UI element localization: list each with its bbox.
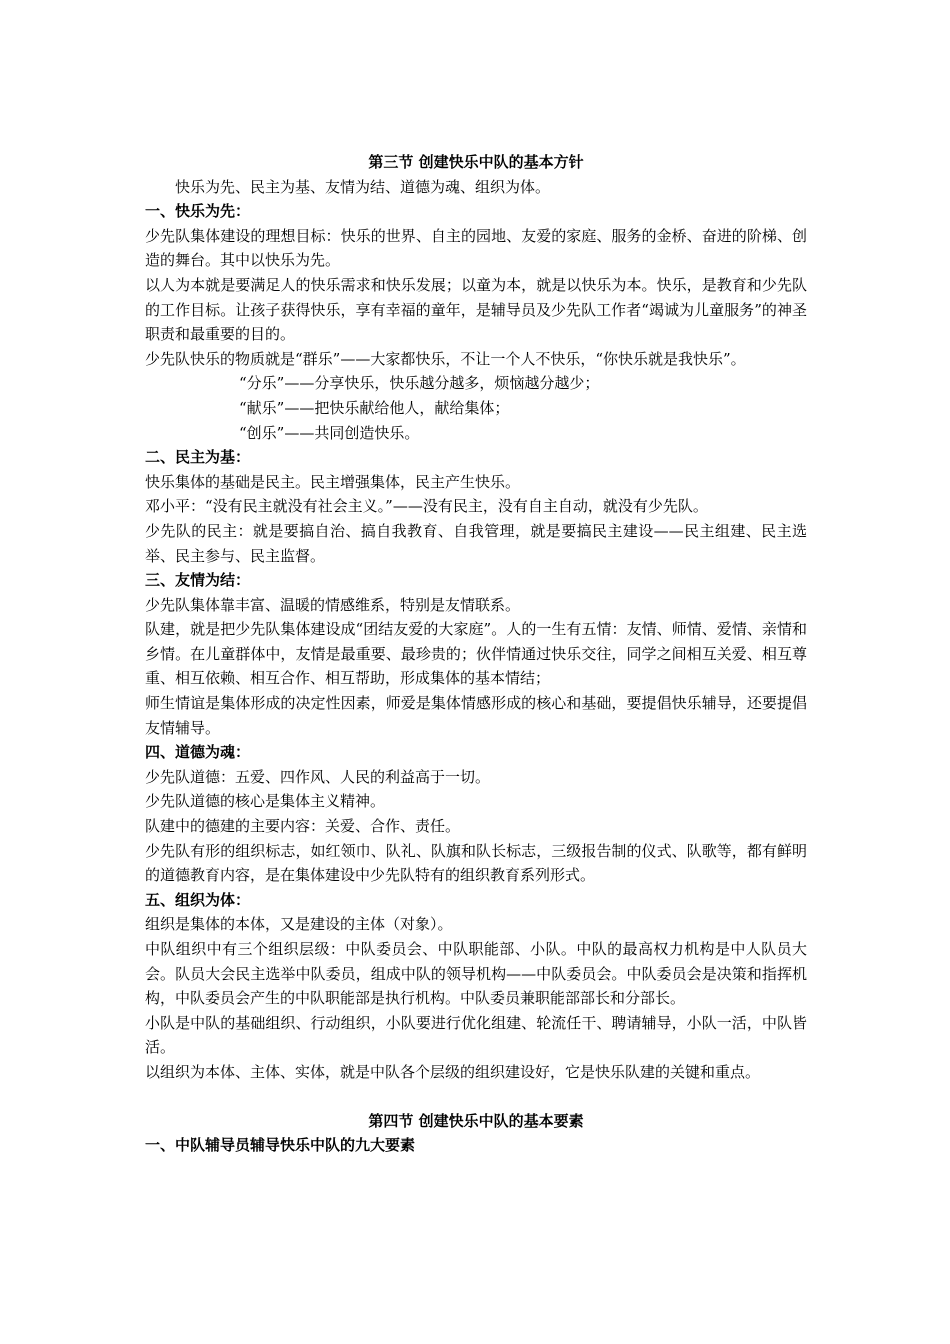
part3-paragraph: 少先队集体靠丰富、温暖的情感维系，特别是友情联系。 <box>145 595 521 614</box>
part1-list-item: “分乐”——分享快乐，快乐越分越多，烦恼越分越少； <box>239 374 600 393</box>
part5-paragraph: 以组织为本体、主体、实体，就是中队各个层级的组织建设好，它是快乐队建的关键和重点。 <box>145 1062 761 1081</box>
part2-paragraph: 快乐集体的基础是民主。民主增强集体，民主产生快乐。 <box>145 472 521 491</box>
part1-heading: 一、快乐为先： <box>145 202 251 221</box>
part3-paragraph: 队建，就是把少先队集体建设成“团结友爱的大家庭”。人的一生有五情：友情、师情、爱情、亲情和乡情。在儿童群体中，友情是最重要、最珍贵的；伙伴情通过快乐交往，同学之间相互关爱、相互尊重、相互依赖、相互合作、相互帮助，形成集体的基本情结； <box>145 620 807 688</box>
part1-paragraph: 少先队集体建设的理想目标：快乐的世界、自主的园地、友爱的家庭、服务的金桥、奋进的阶梯、创造的舞台。其中以快乐为先。 <box>145 226 807 270</box>
section3-title: 第三节 创建快乐中队的基本方针 <box>368 153 584 171</box>
part1-paragraph: 以人为本就是要满足人的快乐需求和快乐发展；以童为本，就是以快乐为本。快乐，是教育和少先队的工作目标。让孩子获得快乐，享有幸福的童年，是辅导员及少先队工作者“竭诚为儿童服务”的神圣职责和最重要的目的。 <box>145 275 807 344</box>
part4-paragraph: 少先队有形的组织标志，如红领巾、队礼、队旗和队长标志，三级报告制的仪式、队歌等，都有鲜明的道德教育内容，是在集体建设中少先队特有的组织教育系列形式。 <box>145 841 807 885</box>
section-spacer <box>145 1085 807 1109</box>
part4-paragraph: 少先队道德：五爱、四作风、人民的利益高于一切。 <box>145 767 491 786</box>
part4-heading: 四、道德为魂： <box>145 743 251 762</box>
part5-paragraph: 组织是集体的本体，又是建设的主体（对象）。 <box>145 915 453 934</box>
part3-paragraph: 师生情谊是集体形成的决定性因素，师爱是集体情感形成的核心和基础，要提倡快乐辅导，还要提倡友情辅导。 <box>145 694 807 737</box>
part5-paragraph: 小队是中队的基础组织、行动组织，小队要进行优化组建、轮流任干、聘请辅导，小队一活，中队皆活。 <box>145 1013 807 1057</box>
part1-list-item: “创乐”——共同创造快乐。 <box>239 423 420 442</box>
part4-paragraph: 队建中的德建的主要内容：关爱、合作、责任。 <box>145 817 461 836</box>
part1-list-item: “献乐”——把快乐献给他人，献给集体； <box>239 398 510 417</box>
section3-intro: 快乐为先、民主为基、友情为结、道德为魂、组织为体。 <box>175 177 551 196</box>
part2-heading: 二、民主为基： <box>145 448 251 467</box>
section4-heading: 一、中队辅导员辅导快乐中队的九大要素 <box>145 1136 416 1155</box>
part4-paragraph: 少先队道德的核心是集体主义精神。 <box>145 792 386 811</box>
section4-title: 第四节 创建快乐中队的基本要素 <box>368 1111 584 1130</box>
part2-paragraph: 少先队的民主：就是要搞自治、搞自我教育、自我管理，就是要搞民主建设——民主组建、民主选举、民主参与、民主监督。 <box>145 521 807 565</box>
part2-paragraph: 邓小平：“没有民主就没有社会主义。”——没有民主，没有自主自动，就没有少先队。 <box>145 497 708 516</box>
part1-paragraph: 少先队快乐的物质就是“群乐”——大家都快乐，不让一个人不快乐，“你快乐就是我快乐”。 <box>145 349 746 368</box>
part5-paragraph: 中队组织中有三个组织层级：中队委员会、中队职能部、小队。中队的最高权力机构是中人队员大会。队员大会民主选举中队委员，组成中队的领导机构——中队委员会。中队委员会是决策和指挥机构，中队委员会产生的中队职能部是执行机构。中队委员兼职能部部长和分部长。 <box>145 940 807 1008</box>
document-page <box>145 150 807 1158</box>
part5-heading: 五、组织为体： <box>145 890 251 909</box>
part3-heading: 三、友情为结： <box>145 571 251 590</box>
